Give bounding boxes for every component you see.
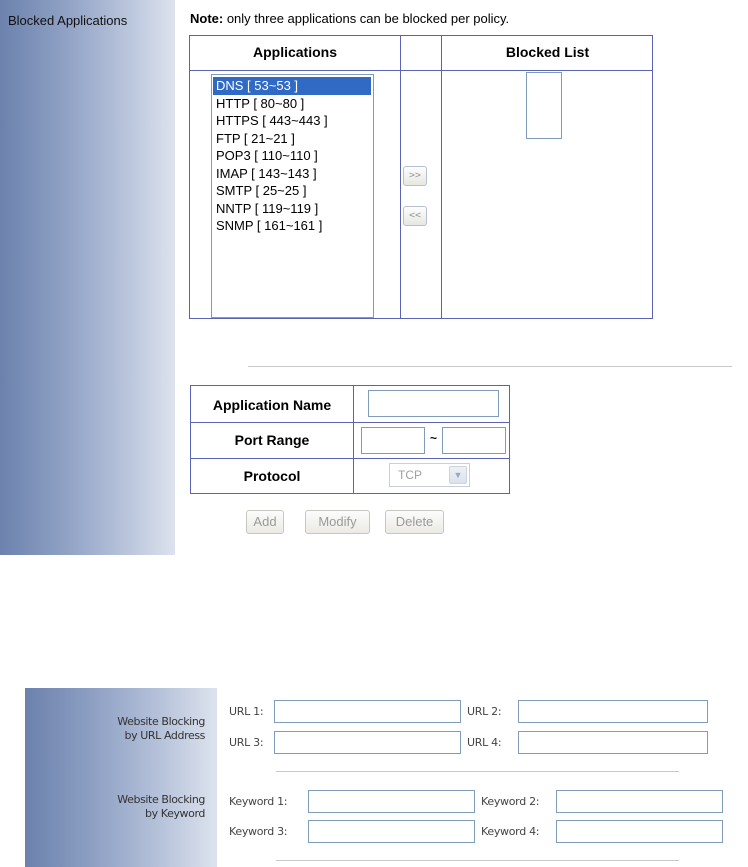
protocol-value: TCP (398, 468, 422, 482)
url2-input[interactable] (518, 700, 708, 723)
delete-button[interactable]: Delete (385, 510, 444, 534)
add-to-blocked-button[interactable]: >> (403, 166, 427, 186)
url3-label: URL 3: (229, 736, 264, 749)
keyword4-input[interactable] (556, 820, 723, 843)
side-panel-blocked-applications (0, 0, 175, 555)
divider (248, 366, 732, 367)
port-end-input[interactable] (442, 427, 506, 454)
keyword1-input[interactable] (308, 790, 475, 813)
url-blocking-label-line1: Website Blocking (117, 715, 205, 728)
note-text: only three applications can be blocked per policy. (223, 11, 510, 26)
divider (276, 771, 679, 772)
applications-header: Applications (252, 44, 337, 60)
port-range-separator: ~ (430, 431, 438, 445)
keyword-blocking-label-line1: Website Blocking (117, 793, 205, 806)
keyword3-label: Keyword 3: (229, 825, 288, 838)
port-range-label: Port Range (234, 432, 310, 448)
application-form-table (190, 385, 510, 494)
application-option[interactable]: HTTP [ 80~80 ] (216, 95, 305, 111)
application-option[interactable]: SMTP [ 25~25 ] (216, 183, 307, 198)
keyword2-label: Keyword 2: (481, 795, 540, 808)
policy-note (190, 11, 509, 26)
url1-input[interactable] (274, 700, 461, 723)
add-button[interactable]: Add (246, 510, 284, 534)
application-option[interactable]: NNTP [ 119~119 ] (216, 200, 319, 216)
blocked-listbox[interactable] (526, 72, 562, 139)
url4-label: URL 4: (467, 736, 502, 749)
url3-input[interactable] (274, 731, 461, 754)
applications-listbox[interactable] (211, 74, 374, 318)
keyword3-input[interactable] (308, 820, 475, 843)
keyword-blocking-label-line2: by Keyword (145, 807, 205, 820)
remove-from-blocked-button[interactable]: << (403, 206, 427, 226)
blocked-list-header: Blocked List (505, 44, 590, 60)
modify-button[interactable]: Modify (305, 510, 370, 534)
chevron-down-icon[interactable]: ▼ (449, 466, 467, 484)
blocked-applications-label: Blocked Applications (8, 13, 128, 28)
application-option[interactable]: FTP [ 21~21 ] (216, 130, 295, 146)
applications-table (189, 35, 653, 319)
application-name-label: Application Name (212, 397, 332, 413)
url2-label: URL 2: (467, 705, 502, 718)
application-option[interactable]: POP3 [ 110~110 ] (216, 148, 318, 163)
keyword4-label: Keyword 4: (481, 825, 540, 838)
application-option[interactable]: HTTPS [ 443~443 ] (216, 113, 328, 128)
protocol-label: Protocol (243, 468, 301, 484)
application-option[interactable]: SNMP [ 161~161 ] (216, 218, 323, 233)
application-option[interactable]: IMAP [ 143~143 ] (216, 165, 317, 181)
note-bold: Note: (190, 11, 224, 26)
side-panel-website-blocking (25, 688, 217, 867)
application-name-input[interactable] (368, 390, 499, 417)
keyword2-input[interactable] (556, 790, 723, 813)
application-option[interactable]: DNS [ 53~53 ] (213, 77, 371, 95)
url1-label: URL 1: (229, 705, 264, 718)
port-start-input[interactable] (361, 427, 425, 454)
url-blocking-label-line2: by URL Address (124, 729, 205, 742)
divider (276, 860, 679, 861)
protocol-select[interactable] (389, 463, 470, 487)
url4-input[interactable] (518, 731, 708, 754)
keyword1-label: Keyword 1: (229, 795, 288, 808)
